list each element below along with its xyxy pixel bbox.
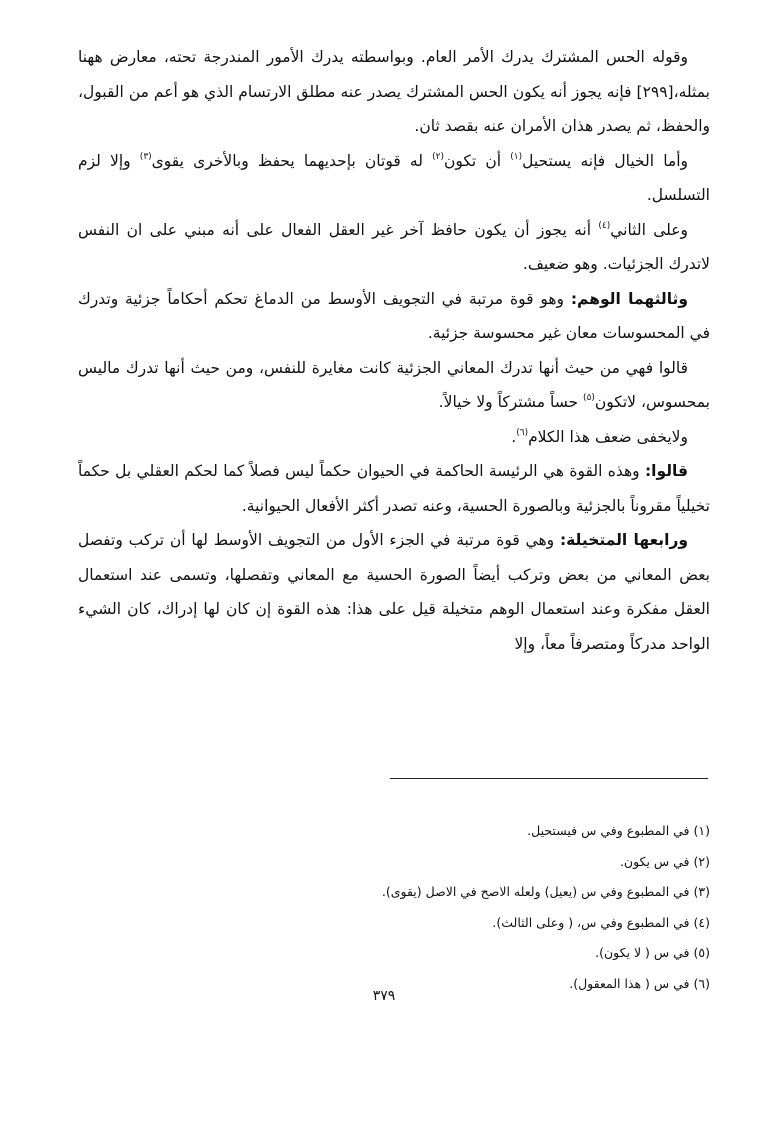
paragraph-4 xyxy=(78,282,710,351)
footnote-ref-2: (٢) xyxy=(432,151,444,162)
paragraph-7-term: قالوا: xyxy=(644,462,688,480)
paragraph-6-text-b: . xyxy=(511,427,517,446)
footnote-ref-1: (١) xyxy=(510,151,523,162)
paragraph-2-text-c: له قوتان بإحديهما يحفظ وبالأخرى يقوى xyxy=(151,151,433,170)
footnote-5: (٥) في س ( لا يكون). xyxy=(595,945,710,960)
paragraph-3 xyxy=(78,213,710,282)
paragraph-5-text-b: حساً مشتركاً ولا خيالاً. xyxy=(438,393,584,411)
paragraph-1-text: وقوله الحس المشترك يدرك الأمر العام. وبواسطته يدرك الأمور المندرجة تحته، معارض ههنا بمثله،[٢٩٩] فإنه يجوز أنه يكون الحس المشترك يصدر عنه مطلق الارتسام الذي هو أعم من القبول، والحفظ، ثم يصدر هذان الأمران عنه بقصد ثان. xyxy=(78,48,710,135)
paragraph-6-text-a: ولايخفى ضعف هذا الكلام xyxy=(528,427,688,446)
footnote-2: (٢) في س يكون. xyxy=(619,853,710,869)
footnote-4: (٤) في المطبوع وفي س، ( وعلى الثالث). xyxy=(492,914,710,930)
paragraph-2 xyxy=(78,144,710,213)
paragraph-5 xyxy=(78,351,710,420)
paragraph-8-text: وهي قوة مرتبة في الجزء الأول من التجويف الأوسط لها أن تركب وتفصل بعض المعاني من بعض وتركب أيضاً الصورة الحسية مع المعاني وتفصلها، وتسمى عند استعمال العقل مفكرة وعند استعمال الوهم متخيلة قيل على هذا: هذه القوة إن كان لها إدراك، كان الشيء الواحد مدركاً ومتصرفاً معاً، وإلا xyxy=(78,531,710,653)
paragraph-2-text-b: أن تكون xyxy=(443,151,511,170)
body-text xyxy=(78,40,710,661)
footnote-ref-5: (٥) xyxy=(583,393,595,403)
footnote-ref-6: (٦) xyxy=(516,427,529,438)
footnote-1: (١) في المطبوع وفي س فيستحيل. xyxy=(527,823,710,838)
paragraph-1 xyxy=(78,40,710,144)
footnotes xyxy=(78,816,710,999)
paragraph-2-text-d: وإلا لزم التسلسل. xyxy=(78,151,710,204)
footnote-6: (٦) في س ( هذا المعقول). xyxy=(569,975,710,991)
footnote-divider xyxy=(390,778,708,779)
footnote-ref-3: (٣) xyxy=(139,151,152,162)
paragraph-4-text: وهو قوة مرتبة في التجويف الأوسط من الدماغ تحكم أحكاماً جزئية وتدرك في المحسوسات معان غير محسوسة جزئية. xyxy=(78,289,710,342)
paragraph-7 xyxy=(78,454,710,523)
page-number: ٣٧٩ xyxy=(372,988,396,1004)
paragraph-2-text-a: وأما الخيال فإنه يستحيل xyxy=(522,151,689,170)
paragraph-8-term: ورابعها المتخيلة: xyxy=(559,531,688,549)
paragraph-3-text-a: وعلى الثاني xyxy=(610,220,688,239)
paragraph-3-text-b: أنه يجوز أن يكون حافظ آخر غير العقل الفعال على أنه مبني على ان النفس لاتدرك الجزئيات. وهو ضعيف. xyxy=(78,220,710,273)
footnote-ref-4: (٤) xyxy=(598,220,611,231)
paragraph-8 xyxy=(78,523,710,661)
footnote-3: (٣) في المطبوع وفي س (يعيل) ولعله الاصح في الاصل (يقوى). xyxy=(381,884,710,899)
paragraph-4-term: وثالثهما الوهم: xyxy=(570,289,688,308)
paragraph-5-text-a: قالوا فهي من حيث أنها تدرك المعاني الجزئية كانت مغايرة للنفس، ومن حيث أنها تدرك ماليس بمحسوس، لاتكون xyxy=(78,358,710,411)
paragraph-6 xyxy=(78,420,710,455)
paragraph-7-text: وهذه القوة هي الرئيسة الحاكمة في الحيوان حكماً ليس فصلاً كما لحكم العقلي بل حكماً تخيلياً مقروناً بالجزئية وبالصورة الحسية، وعنه تصدر أكثر الأفعال الحيوانية. xyxy=(78,462,710,515)
